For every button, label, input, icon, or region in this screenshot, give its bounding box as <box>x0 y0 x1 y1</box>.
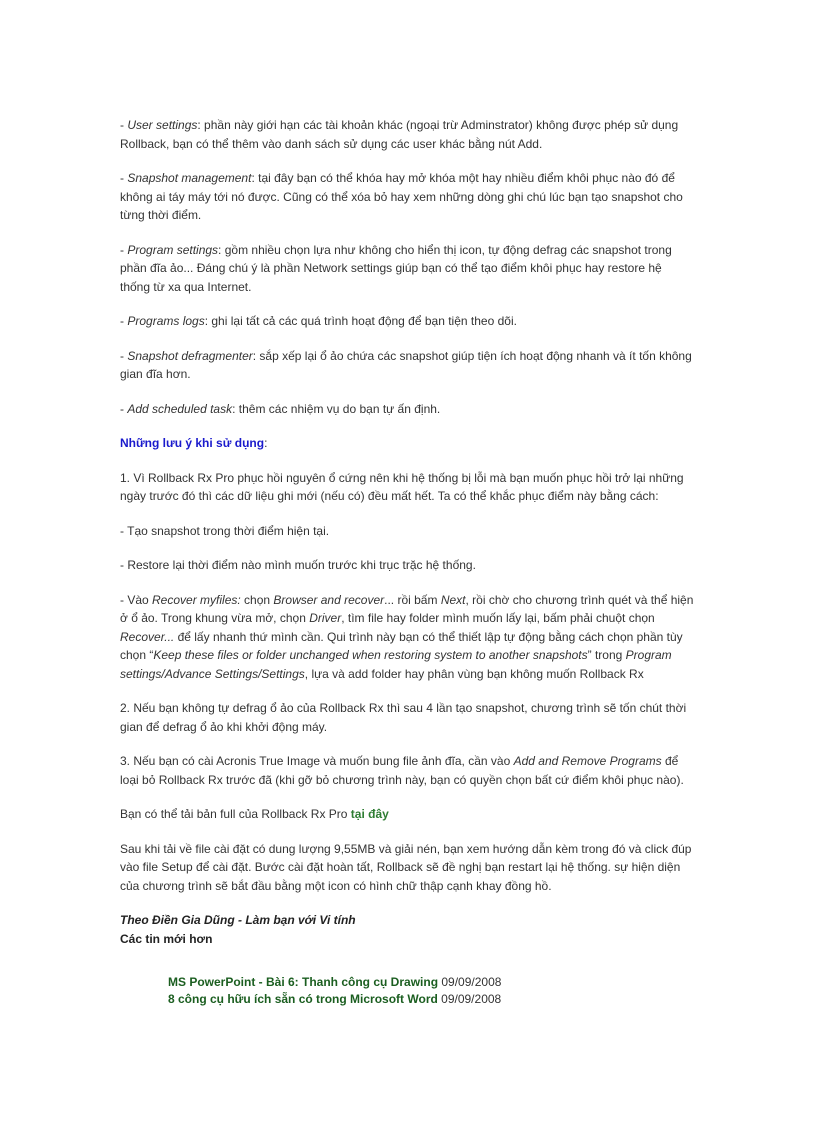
related-link[interactable]: 8 công cụ hữu ích sẵn có trong Microsoft Word <box>168 992 438 1006</box>
item-program-settings: - Program settings: gồm nhiều chọn lựa như không cho hiển thị icon, tự động defrag các snapshot trong phần đĩa ảo... Đáng chú ý là phần Network settings giúp bạn có thể tạo điểm khôi phục hay restore hệ thống từ xa qua Internet. <box>120 242 672 294</box>
note-3: 3. Nếu bạn có cài Acronis True Image và muốn bung file ảnh đĩa, cần vào Add and Remove Programs để loại bỏ Rollback Rx trước đã (khi gỡ bỏ chương trình này, bạn có quyền chọn bất cứ điểm khôi phục nào). <box>120 754 684 787</box>
tip-2: - Restore lại thời điểm nào mình muốn trước khi trục trặc hệ thống. <box>120 558 476 572</box>
note-2: 2. Nếu bạn không tự defrag ổ ảo của Rollback Rx thì sau 4 lần tạo snapshot, chương trình sẽ tốn chút thời gian để defrag ổ ảo khi khởi động máy. <box>120 701 687 734</box>
related-item <box>168 991 695 1008</box>
note-1: 1. Vì Rollback Rx Pro phục hồi nguyên ổ cứng nên khi hệ thống bị lỗi mà bạn muốn phục hồi trở lại những ngày trước đó thì các dữ liệu ghi mới (nếu có) đều mất hết. Ta có thể khắc phục điểm này bằng cách: <box>120 470 684 503</box>
item-add-scheduled-task: - Add scheduled task: thêm các nhiệm vụ do bạn tự ấn định. <box>120 401 441 416</box>
item-snapshot-management: - Snapshot management: tại đây bạn có thể khóa hay mở khóa một hay nhiều điểm khôi phục nào đó để không ai táy máy tới nó được. Cũng có thể xóa bỏ hay xem những dòng ghi chú lúc bạn tạo snapshot cho từng thời điểm. <box>120 171 683 222</box>
byline: Theo Điền Gia Dũng - Làm bạn với Vi tính <box>120 913 356 927</box>
related-list <box>168 974 695 1008</box>
download-link[interactable]: tại đây <box>350 807 389 821</box>
related-link[interactable]: MS PowerPoint - Bài 6: Thanh công cụ Drawing <box>168 975 439 989</box>
notes-heading-paragraph: Những lưu ý khi sử dụng: <box>120 436 268 450</box>
tip-1: - Tạo snapshot trong thời điểm hiện tại. <box>120 523 330 538</box>
related-item <box>168 974 695 991</box>
item-user-settings: - User settings: phần này giới hạn các tài khoản khác (ngoại trừ Adminstrator) không được phép sử dụng Rollback, bạn có thể thêm vào danh sách sử dụng các user khác bằng nút Add. <box>120 118 679 151</box>
item-snapshot-defragmenter: - Snapshot defragmenter: sắp xếp lại ổ ảo chứa các snapshot giúp tiện ích hoạt động nhanh và ít tốn không gian đĩa hơn. <box>120 348 692 381</box>
related-date: 09/09/2008 <box>441 975 502 989</box>
article-body <box>120 116 695 1008</box>
related-title: Các tin mới hơn <box>120 931 213 946</box>
notes-heading: Những lưu ý khi sử dụng <box>120 436 265 450</box>
download-paragraph: Bạn có thể tải bản full của Rollback Rx Pro tại đây <box>120 807 389 821</box>
related-date: 09/09/2008 <box>441 992 502 1006</box>
tip-3: - Vào Recover myfiles: chọn Browser and recover... rồi bấm Next, rồi chờ cho chương trình quét và thể hiện ở ổ ảo. Trong khung vừa mở, chọn Driver, tìm file hay folder mình muốn lấy lại, bấm phải chuột chọn Recover... để lấy nhanh thứ mình cần. Qui trình này bạn có thể thiết lập tự động bằng cách chọn phần tùy chọn “Keep these files or folder unchanged when restoring system to another snapshots” trong Program settings/Advance Settings/Settings, lựa và add folder hay phân vùng bạn không muốn Rollback Rx <box>120 592 694 681</box>
item-programs-logs: - Programs logs: ghi lại tất cả các quá trình hoạt động để bạn tiện theo dõi. <box>120 314 517 328</box>
install-paragraph: Sau khi tải về file cài đặt có dung lượng 9,55MB và giải nén, bạn xem hướng dẫn kèm trong đó và click đúp vào file Setup để cài đặt. Bước cài đặt hoàn tất, Rollback sẽ đề nghị bạn restart lại hệ thống. sự hiện diện của chương trình sẽ bắt đầu bằng một icon có hình chữ thập cạnh khay đồng hồ. <box>120 841 692 893</box>
